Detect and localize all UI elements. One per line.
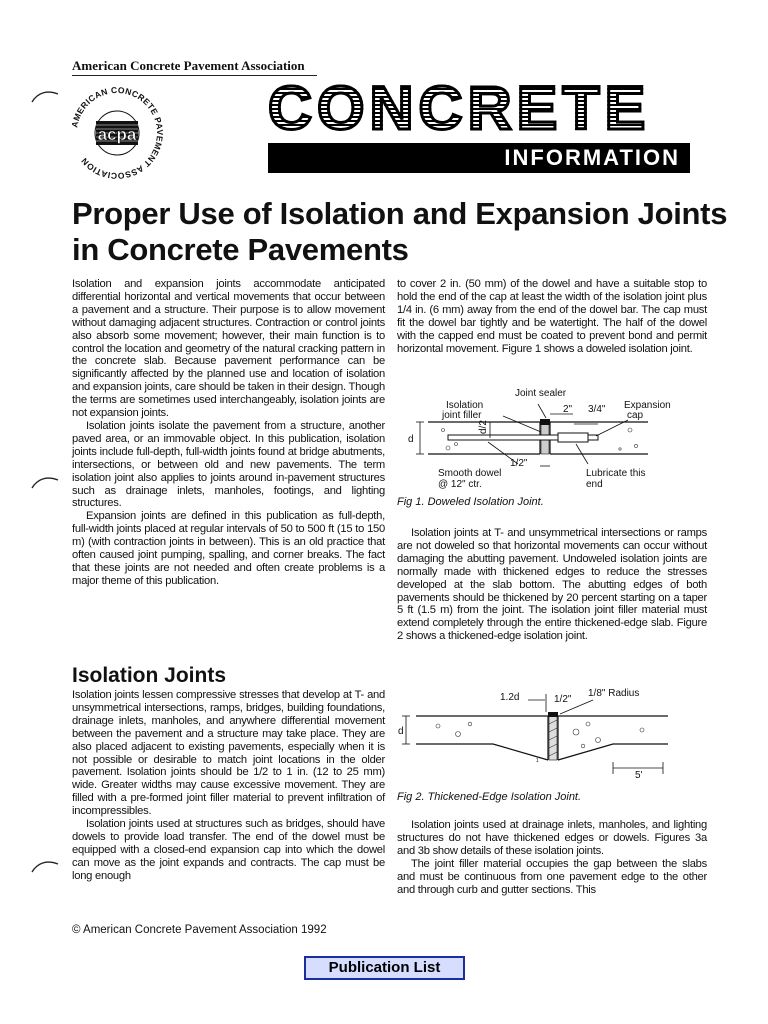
svg-text:3/4": 3/4" xyxy=(588,404,606,415)
svg-text:Lubricate this: Lubricate this xyxy=(586,468,646,479)
svg-text:AMERICAN CONCRETE PAVEMENT ASS: AMERICAN CONCRETE PAVEMENT ASSOCIATION xyxy=(69,84,166,182)
body-paragraph: Isolation joints lessen compressive stresses that develop at T- and unsymmetrical intersections, ramps, bridges, building foundations, drainage inlets, manholes, and anywhere differential movement between the pavement and a structure may take place. They are also placed adjacent to existing pavements, especially when it is not possible or desirable to match joint locations in the older pavement. Isolation joints should be 1/2 to 1 in. (12 to 25 mm) wide. Greater widths may cause excessive movement. They are filled with a pre-formed joint filler material to prevent infiltration of incompressibles. xyxy=(72,689,385,818)
svg-text:Isolation: Isolation xyxy=(446,400,484,411)
body-paragraph: Isolation joints used at structures such as bridges, should have dowels to provide load transfer. The end of the dowel must be equipped with a closed-end expansion cap into which the dowel can move as the joint expands and contracts. The cap must be long enough xyxy=(72,818,385,882)
figure-2-diagram xyxy=(398,684,698,784)
svg-text:1/2": 1/2" xyxy=(554,694,572,705)
svg-text:d/2: d/2 xyxy=(478,420,489,434)
svg-text:@ 12" ctr.: @ 12" ctr. xyxy=(438,479,482,490)
page-title: Proper Use of Isolation and Expansion Joints in Concrete Pavements xyxy=(72,196,728,267)
body-paragraph: Isolation joints at T- and unsymmetrical intersections or ramps are not doweled so that horizontal movements can occur without damaging the abutting pavement. Undoweled isolation joints are normally made with thickened edges to reduce the stresses developed at the slab bottom. The abutting edges of both pavements should be thickened by 20 percent starting on a taper 5 ft (1.5 m) from the joint. The isolation joint filler material must extend completely through the entire thickened-edge slab. Figure 2 shows a thickened-edge isolation joint. xyxy=(397,527,707,643)
svg-text:joint filler: joint filler xyxy=(442,410,482,421)
svg-text:d: d xyxy=(398,726,404,737)
figure-2-caption: Fig 2. Thickened-Edge Isolation Joint. xyxy=(397,791,582,803)
section-heading: Isolation Joints xyxy=(72,664,227,687)
body-paragraph: Isolation joints used at drainage inlets, manholes, and lighting structures do not have thickened edges or dowels. Figures 3a and 3b show details of these isolation joints. xyxy=(397,819,707,857)
figure-1-diagram xyxy=(398,384,698,492)
svg-text:1: 1 xyxy=(536,758,539,764)
intro-paragraph: Isolation joints isolate the pavement from a structure, another paved area, or an immovable object. In this publication, isolation joints include full-depth, full-width joints found at bridge abutments, intersections, or between old and new pavements. The term isolation joint also applies to joints around in-pavement structures such as drainage inlets, manholes, footings, and lighting structures. xyxy=(72,419,385,510)
copyright-notice: © American Concrete Pavement Association 1992 xyxy=(72,924,327,936)
svg-text:1/8" Radius: 1/8" Radius xyxy=(588,688,640,699)
figure-1-caption: Fig 1. Doweled Isolation Joint. xyxy=(397,496,544,508)
svg-text:1/2": 1/2" xyxy=(510,458,528,469)
svg-text:Joint sealer: Joint sealer xyxy=(515,388,567,399)
svg-text:acpa: acpa xyxy=(97,125,137,144)
masthead-concrete: CONCRETE xyxy=(268,80,690,136)
hook-mark-icon xyxy=(30,858,60,876)
svg-text:2": 2" xyxy=(563,404,573,415)
svg-text:Smooth dowel: Smooth dowel xyxy=(438,468,502,479)
publication-list-button[interactable]: Publication List xyxy=(304,956,465,980)
svg-text:end: end xyxy=(586,479,603,490)
hook-mark-icon xyxy=(30,474,60,492)
hook-mark-icon xyxy=(30,88,60,106)
right-column-paragraph xyxy=(397,819,707,896)
right-column-paragraph xyxy=(397,278,707,355)
svg-text:5': 5' xyxy=(635,770,643,781)
left-column xyxy=(72,278,385,588)
acpa-logo xyxy=(62,78,172,188)
svg-text:Expansion: Expansion xyxy=(624,400,671,411)
svg-text:d: d xyxy=(408,434,414,445)
information-banner: INFORMATION xyxy=(268,143,690,173)
intro-paragraph: Isolation and expansion joints accommodate anticipated differential horizontal and vertical movements that occur between a pavement and a structure. Their purpose is to allow movement without damaging adjacent structures. Contraction or control joints also absorb some movement; however, their main function is to control the location and geometry of the natural cracking pattern in the concrete slab. Because pavement performance can be significantly affected by the planned use and location of isolation and expansion joints, care should be taken in their design. Though the terms are sometimes used interchangeably, isolation joints are not expansion joints. xyxy=(72,278,385,420)
body-paragraph: The joint filler material occupies the gap between the slabs and must be continuous from one pavement edge to the other and through curb and gutter sections. This xyxy=(397,857,707,896)
right-column-paragraph xyxy=(397,527,707,643)
body-paragraph: to cover 2 in. (50 mm) of the dowel and have a suitable stop to hold the end of the cap at least the width of the isolation joint plus 1/4 in. (6 mm) away from the end of the dowel bar. The cap must fit the dowel bar tightly and be watertight. The half of the dowel with the capped end must be coated to prevent bond and permit horizontal movement. Figure 1 shows a doweled isolation joint. xyxy=(397,278,707,355)
svg-text:cap: cap xyxy=(627,410,644,421)
svg-text:1.2d: 1.2d xyxy=(500,692,520,703)
intro-paragraph: Expansion joints are defined in this publication as full-depth, full-width joints placed at regular intervals of 50 to 500 ft (15 to 150 m) (with contraction joints in between). This is an old practice that often caused joint pumping, spalling, and corner breaks. The fact that these joints are not needed and often create problems is a major theme of this publication. xyxy=(72,510,385,587)
left-column-section xyxy=(72,689,385,883)
organization-name: American Concrete Pavement Association xyxy=(72,58,317,76)
